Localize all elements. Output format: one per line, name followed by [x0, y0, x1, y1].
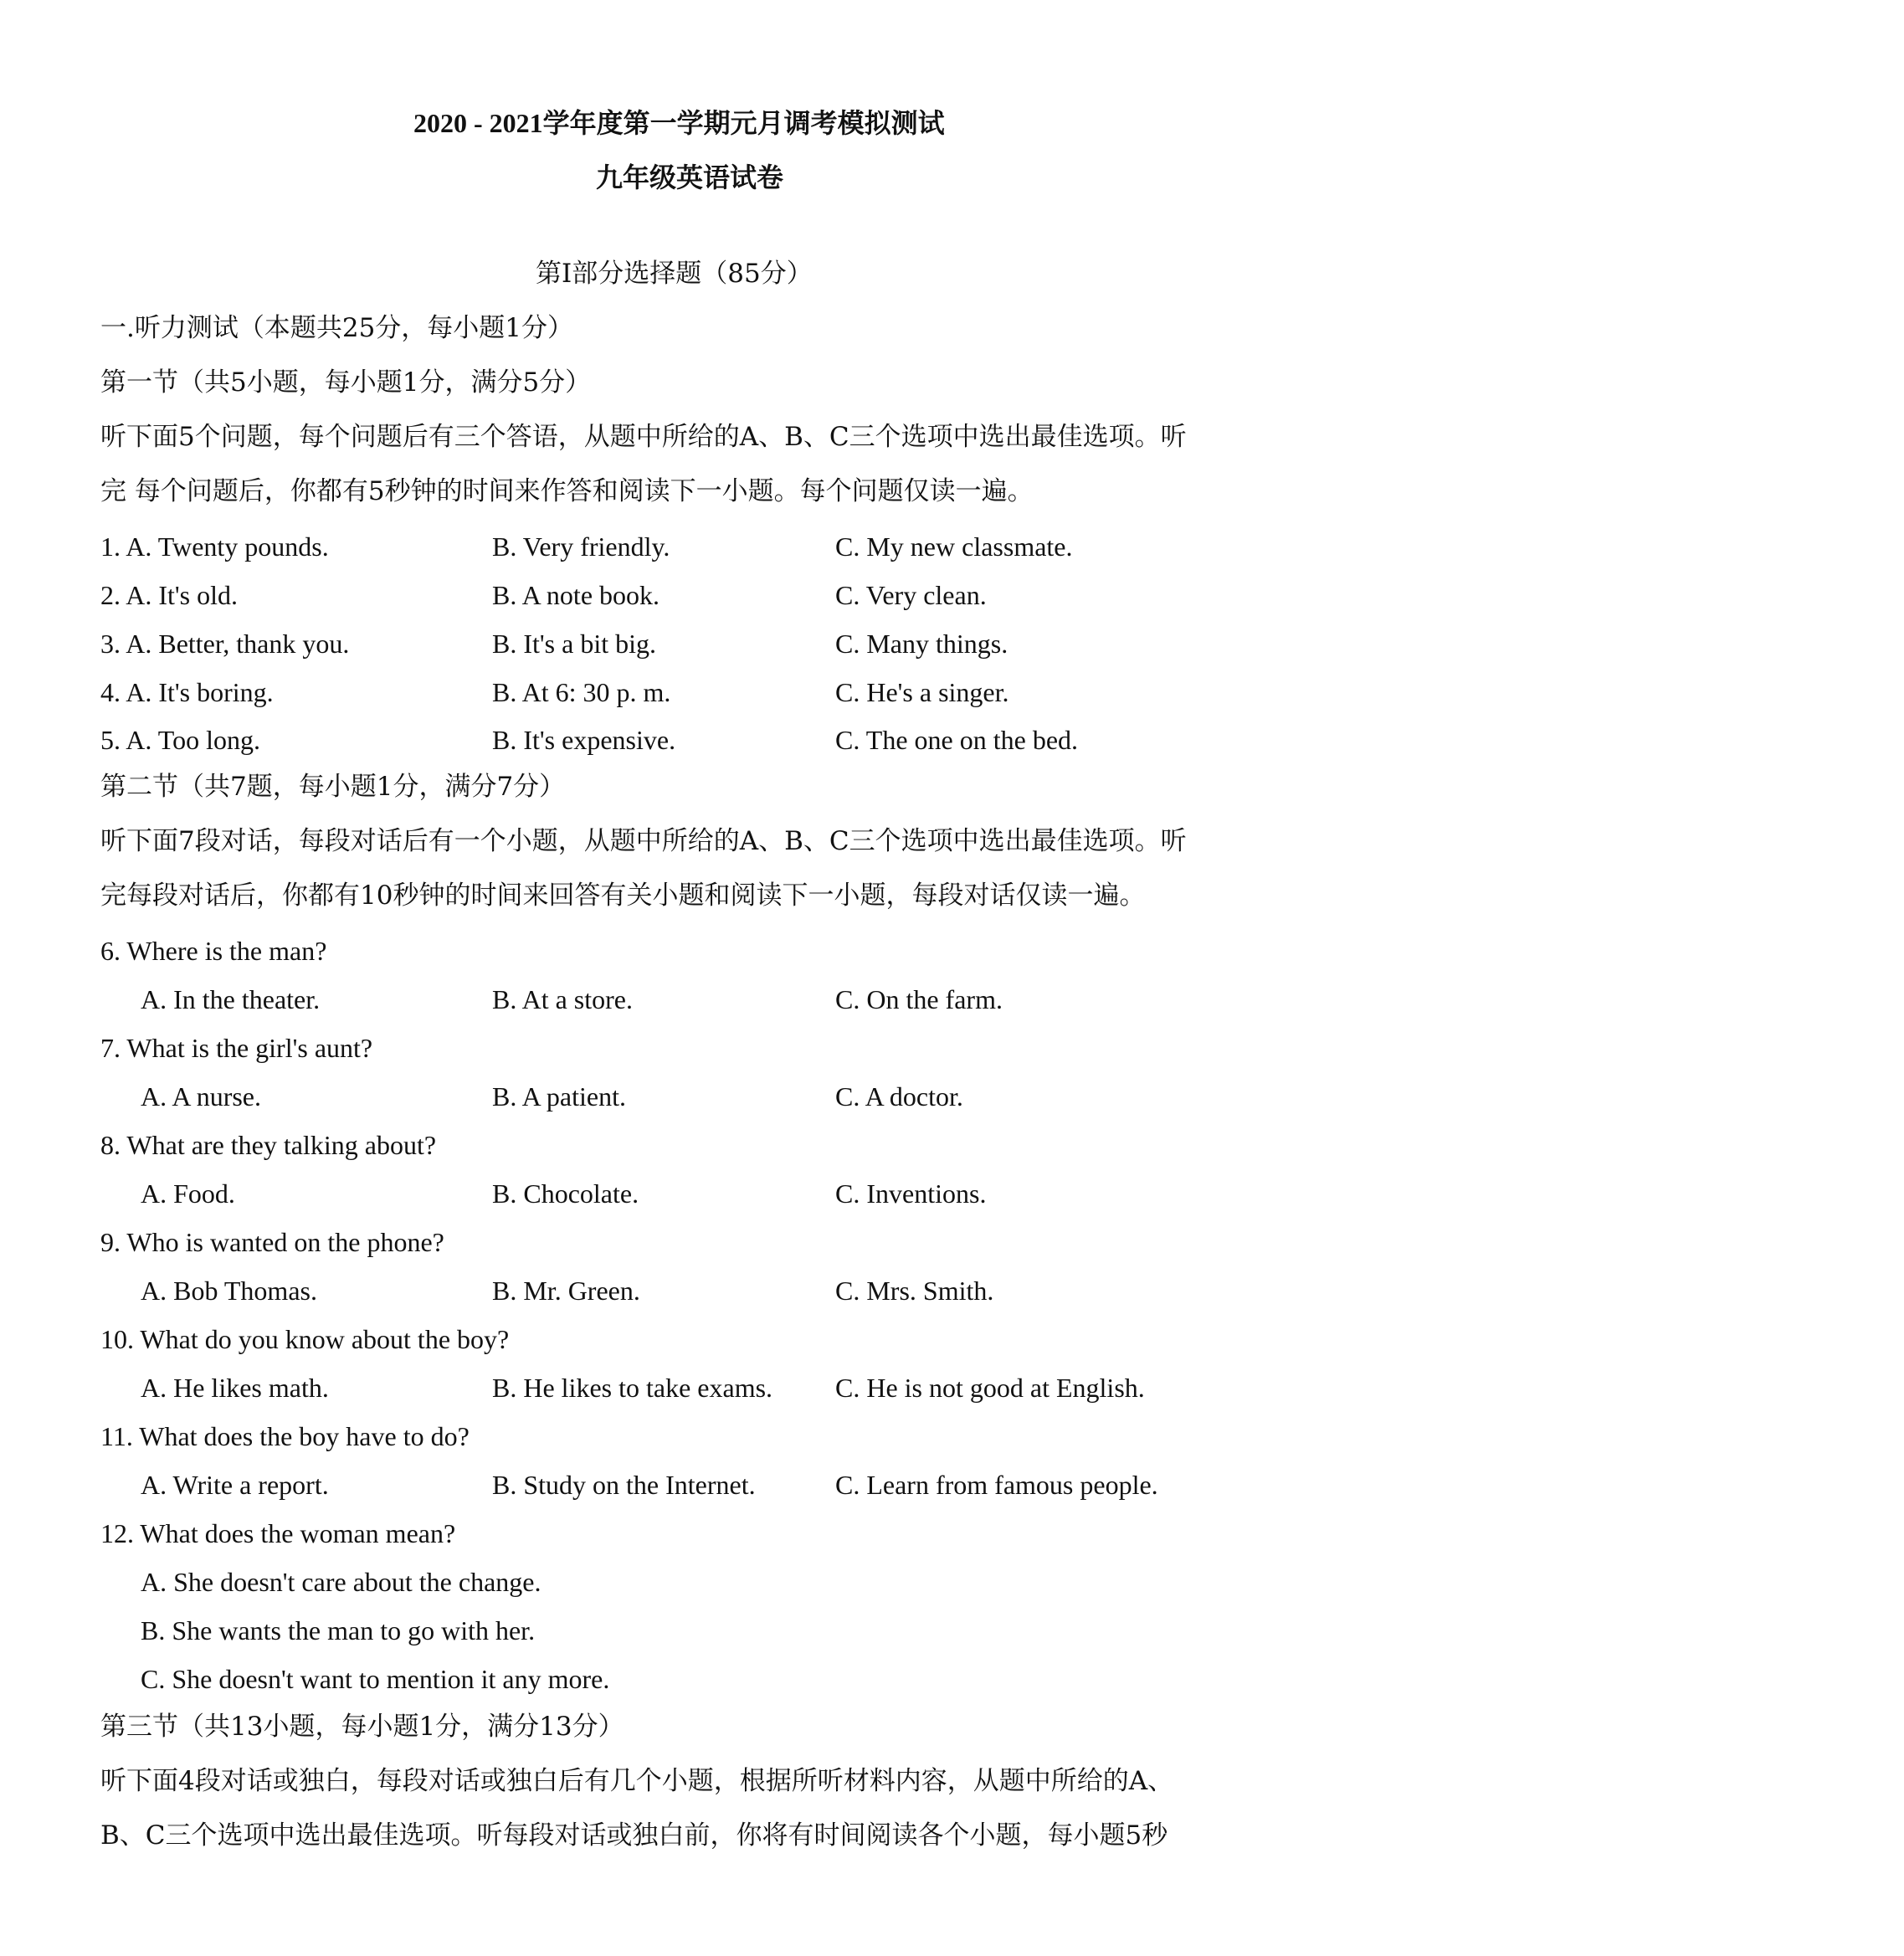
option-a: A. A nurse. — [141, 1081, 261, 1111]
question-text: 6. Where is the man? — [100, 936, 327, 966]
section2-heading: 第二节（共7题，每小题1分，满分7分） — [100, 772, 566, 802]
option-b: B. At a store. — [492, 984, 633, 1014]
option-b: B. Very friendly. — [492, 531, 670, 562]
option-row — [0, 1664, 1904, 1697]
question-stem — [0, 1130, 1904, 1163]
option-a: 2. A. It's old. — [100, 580, 238, 610]
option-c: C. Mrs. Smith. — [835, 1276, 994, 1306]
option-a: 1. A. Twenty pounds. — [100, 531, 329, 562]
question-row — [0, 1470, 1904, 1503]
question-text: 9. Who is wanted on the phone? — [100, 1227, 444, 1257]
option-b: B. A patient. — [492, 1081, 626, 1111]
option-row — [0, 1567, 1904, 1600]
option-b: B. Study on the Internet. — [492, 1470, 756, 1500]
option-a: 3. A. Better, thank you. — [100, 629, 350, 659]
question-stem — [0, 1518, 1904, 1552]
option-a: A. In the theater. — [141, 984, 321, 1014]
option-c: C. On the farm. — [835, 984, 1003, 1014]
question-text: 7. What is the girl's aunt? — [100, 1033, 373, 1063]
section2-instruction-2: 完每段对话后，你都有10秒钟的时间来回答有关小题和阅读下一小题，每段对话仅读一遍。 — [100, 880, 1146, 911]
question-row — [0, 984, 1904, 1018]
question-row — [0, 1178, 1904, 1212]
section3-heading: 第三节（共13小题，每小题1分，满分13分） — [100, 1712, 624, 1742]
question-row — [0, 580, 1904, 613]
option-c: C. He's a singer. — [835, 677, 1009, 707]
question-row — [0, 629, 1904, 662]
question-stem — [0, 1227, 1904, 1260]
question-row — [0, 677, 1904, 711]
option-c: C. A doctor. — [835, 1081, 963, 1111]
option-a: 4. A. It's boring. — [100, 677, 274, 707]
section1-instruction-1: 听下面5个问题，每个问题后有三个答语，从题中所给的A、B、C三个选项中选出最佳选项。听 — [100, 422, 1187, 452]
option-a: A. Bob Thomas. — [141, 1276, 317, 1306]
question-text: 11. What does the boy have to do? — [100, 1421, 470, 1451]
option-a: 5. A. Too long. — [100, 725, 260, 755]
option-c: C. My new classmate. — [835, 531, 1073, 562]
section3-instruction-2: B、C三个选项中选出最佳选项。听每段对话或独白前，你将有时间阅读各个小题，每小题5秒 — [100, 1820, 1168, 1851]
question-row — [0, 725, 1904, 758]
option-a: A. Food. — [141, 1178, 235, 1209]
option-row — [0, 1615, 1904, 1649]
question-row — [0, 531, 1904, 565]
option-a: A. He likes math. — [141, 1373, 329, 1403]
section2-instruction-1: 听下面7段对话，每段对话后有一个小题，从题中所给的A、B、C三个选项中选出最佳选项。听 — [100, 826, 1187, 856]
option-a: A. She doesn't care about the change. — [141, 1567, 541, 1597]
question-row — [0, 1276, 1904, 1309]
question-text: 12. What does the woman mean? — [100, 1518, 456, 1548]
option-b: B. She wants the man to go with her. — [141, 1615, 536, 1645]
question-stem — [0, 1033, 1904, 1066]
question-text: 10. What do you know about the boy? — [100, 1324, 510, 1354]
option-a: A. Write a report. — [141, 1470, 329, 1500]
option-b: B. Chocolate. — [492, 1178, 639, 1209]
question-row — [0, 1373, 1904, 1406]
option-c: C. Inventions. — [835, 1178, 987, 1209]
section1-heading: 第一节（共5小题，每小题1分，满分5分） — [100, 367, 592, 398]
exam-title: 2020 - 2021学年度第一学期元月调考模拟测试 — [413, 108, 945, 138]
option-b: B. It's expensive. — [492, 725, 676, 755]
listening-heading: 一.听力测试（本题共25分，每小题1分） — [100, 313, 574, 343]
question-stem — [0, 1324, 1904, 1358]
question-stem — [0, 1421, 1904, 1455]
option-c: C. Learn from famous people. — [835, 1470, 1158, 1500]
part1-heading: 第Ⅰ部分选择题（85分） — [536, 259, 813, 289]
section1-instruction-2: 完 每个问题后，你都有5秒钟的时间来作答和阅读下一小题。每个问题仅读一遍。 — [100, 476, 1034, 506]
option-b: B. At 6: 30 p. m. — [492, 677, 671, 707]
option-c: C. Very clean. — [835, 580, 987, 610]
option-b: B. He likes to take exams. — [492, 1373, 773, 1403]
option-c: C. He is not good at English. — [835, 1373, 1145, 1403]
option-b: B. Mr. Green. — [492, 1276, 640, 1306]
option-c: C. The one on the bed. — [835, 725, 1079, 755]
question-stem — [0, 936, 1904, 969]
option-b: B. It's a bit big. — [492, 629, 656, 659]
question-text: 8. What are they talking about? — [100, 1130, 437, 1160]
exam-subtitle: 九年级英语试卷 — [596, 162, 784, 193]
option-b: B. A note book. — [492, 580, 660, 610]
option-c: C. Many things. — [835, 629, 1008, 659]
question-row — [0, 1081, 1904, 1115]
option-c: C. She doesn't want to mention it any more. — [141, 1664, 610, 1694]
section3-instruction-1: 听下面4段对话或独白，每段对话或独白后有几个小题，根据所听材料内容，从题中所给的A、 — [100, 1766, 1174, 1796]
